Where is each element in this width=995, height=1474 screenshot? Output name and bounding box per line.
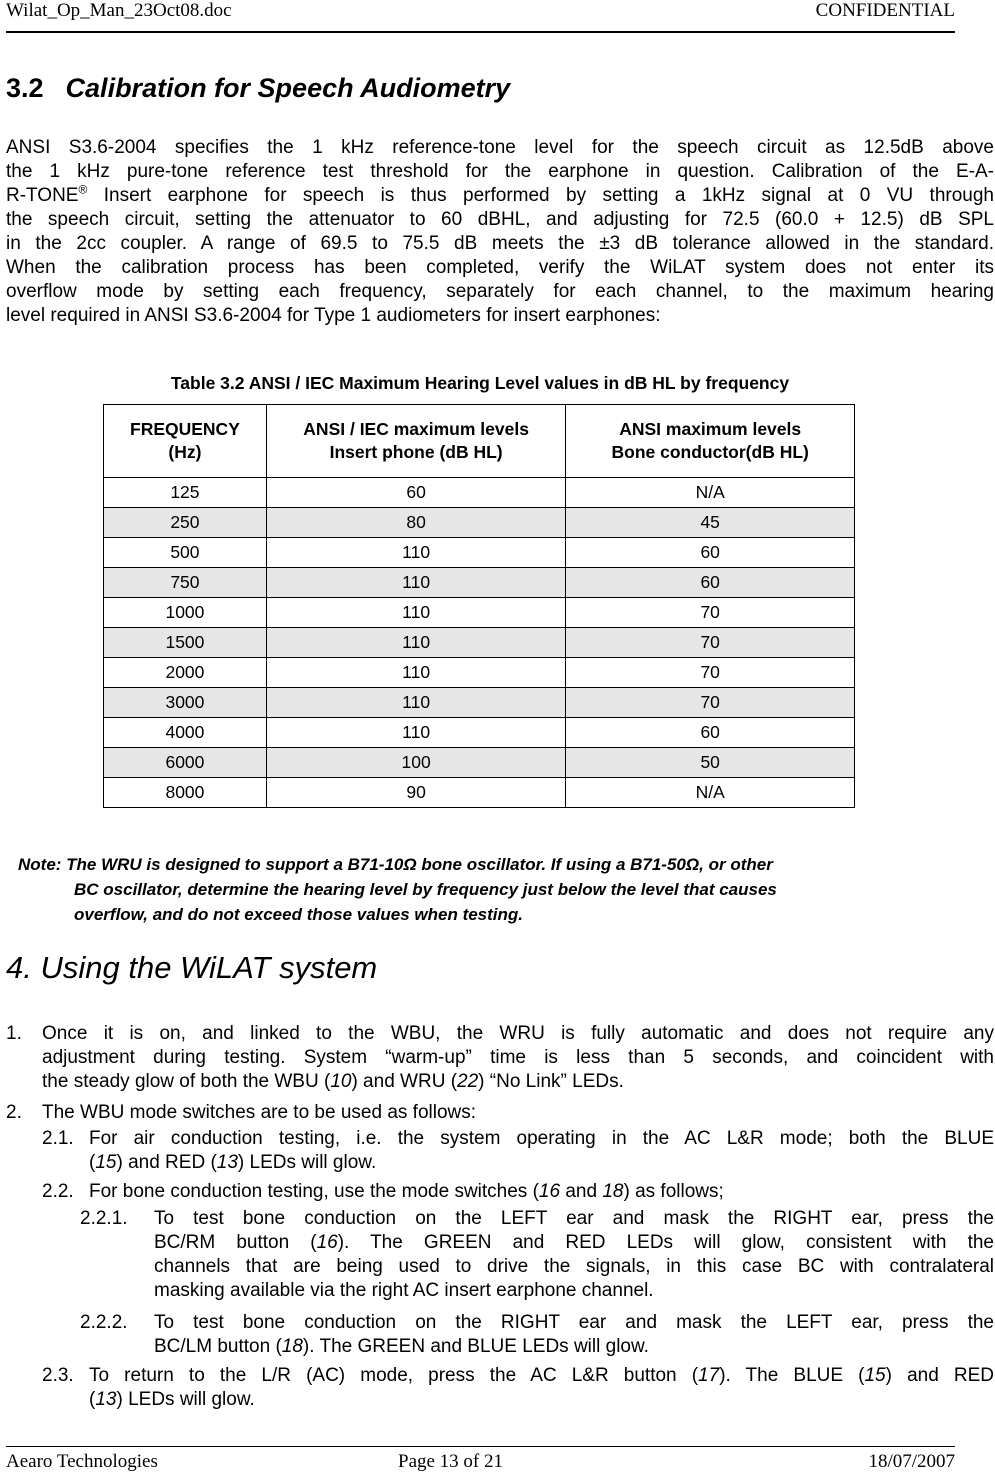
table-cell: 750 xyxy=(104,568,267,598)
table-header-row xyxy=(104,405,855,478)
list-line: (15) and RED (13) LEDs will glow. xyxy=(89,1152,377,1173)
list-number: 2.3. xyxy=(42,1365,74,1386)
list-number: 2.2.2. xyxy=(80,1312,128,1333)
para-line xyxy=(6,184,994,208)
list-line: Once it is on, and linked to the WBU, the WRU is fully automatic and does not require any xyxy=(42,1023,994,1044)
document-name: Wilat_Op_Man_23Oct08.doc xyxy=(6,0,232,21)
table-cell: 3000 xyxy=(104,688,267,718)
table-cell: 125 xyxy=(104,478,267,508)
list-line: adjustment during testing. System “warm-up” time is less than 5 seconds, and coincident with xyxy=(42,1047,994,1068)
list-line: For air conduction testing, i.e. the system operating in the AC L&R mode; both the BLUE xyxy=(89,1128,994,1149)
table-row xyxy=(104,478,855,508)
table-cell: 1500 xyxy=(104,628,267,658)
table-cell: 60 xyxy=(566,718,855,748)
note-block xyxy=(18,852,968,927)
table-cell: N/A xyxy=(566,478,855,508)
table-cell: 110 xyxy=(266,688,566,718)
table-cell: 70 xyxy=(566,628,855,658)
list-item-2-2 xyxy=(42,1180,994,1204)
list-line: BC/LM button (18). The GREEN and BLUE LEDs will glow. xyxy=(154,1336,649,1357)
table-cell: 50 xyxy=(566,748,855,778)
table-cell: 110 xyxy=(266,628,566,658)
document-date: 18/07/2007 xyxy=(868,1451,955,1472)
list-item-2-2-2 xyxy=(80,1311,994,1359)
note-line: BC oscillator, determine the hearing level by frequency just below the level that causes xyxy=(74,880,777,899)
para-line: the speech circuit, setting the attenuator to 60 dBHL, and adjusting for 72.5 (60.0 + 12.5) dB SPL xyxy=(6,209,994,230)
table-row xyxy=(104,718,855,748)
table-cell: 2000 xyxy=(104,658,267,688)
max-hearing-level-table xyxy=(103,404,855,808)
confidential-label: CONFIDENTIAL xyxy=(815,0,955,21)
list-number: 2.1. xyxy=(42,1128,74,1149)
table-cell: 1000 xyxy=(104,598,267,628)
brand-name: R-TONE xyxy=(6,185,79,206)
table-cell: 70 xyxy=(566,688,855,718)
table-cell: 60 xyxy=(566,568,855,598)
list-line: BC/RM button (16). The GREEN and RED LEDs will glow, consistent with the xyxy=(154,1232,994,1253)
table-row xyxy=(104,508,855,538)
para-line: in the 2cc coupler. A range of 69.5 to 75.5 dB meets the ±3 dB tolerance allowed in the standard. xyxy=(6,233,994,254)
table-row xyxy=(104,598,855,628)
table-row xyxy=(104,538,855,568)
table-cell: 60 xyxy=(266,478,566,508)
list-item-2 xyxy=(6,1101,994,1125)
table-cell: 70 xyxy=(566,658,855,688)
table-row xyxy=(104,658,855,688)
registered-mark: ® xyxy=(78,182,88,197)
chapter-heading: 4. Using the WiLAT system xyxy=(6,950,378,985)
table-cell: 500 xyxy=(104,538,267,568)
table-cell: 4000 xyxy=(104,718,267,748)
table-cell: 250 xyxy=(104,508,267,538)
table-cell: 90 xyxy=(266,778,566,808)
table-cell: 100 xyxy=(266,748,566,778)
note-line: Note: The WRU is designed to support a B71-10Ω bone oscillator. If using a B71-50Ω, or other xyxy=(18,855,773,874)
para-line-text: Insert earphone for speech is thus performed by setting a 1kHz signal at 0 VU through xyxy=(103,185,994,206)
para-line: ANSI S3.6-2004 specifies the 1 kHz reference-tone level for the speech circuit as 12.5dB above xyxy=(6,137,994,158)
list-line: For bone conduction testing, use the mode switches (16 and 18) as follows; xyxy=(89,1181,724,1202)
list-line: The WBU mode switches are to be used as follows: xyxy=(42,1102,477,1123)
para-line: When the calibration process has been completed, verify the WiLAT system does not enter its xyxy=(6,257,994,278)
note-line: overflow, and do not exceed those values when testing. xyxy=(74,905,524,924)
list-line: (13) LEDs will glow. xyxy=(89,1389,255,1410)
table-cell: N/A xyxy=(566,778,855,808)
list-line: the steady glow of both the WBU (10) and WRU (22) “No Link” LEDs. xyxy=(42,1071,624,1092)
section-number: 3.2 xyxy=(6,73,44,103)
table-cell: 110 xyxy=(266,538,566,568)
calibration-paragraph xyxy=(6,136,994,328)
list-item-1 xyxy=(6,1022,994,1094)
para-line: overflow mode by setting each frequency, separately for each channel, to the maximum hearing xyxy=(6,281,994,302)
para-line: level required in ANSI S3.6-2004 for Type 1 audiometers for insert earphones: xyxy=(6,305,661,326)
bone-conductor-column-header: ANSI maximum levels Bone conductor(dB HL) xyxy=(566,405,855,478)
table-row xyxy=(104,748,855,778)
list-item-2-1 xyxy=(42,1127,994,1175)
list-item-2-2-1 xyxy=(80,1207,994,1303)
table-row xyxy=(104,778,855,808)
section-title: Calibration for Speech Audiometry xyxy=(65,73,511,103)
table-cell: 110 xyxy=(266,658,566,688)
list-item-2-3 xyxy=(42,1364,994,1412)
table-cell: 8000 xyxy=(104,778,267,808)
list-line: To test bone conduction on the RIGHT ear and mask the LEFT ear, press the xyxy=(154,1312,994,1333)
list-line: channels that are being used to drive the signals, in this case BC with contralateral xyxy=(154,1256,994,1277)
list-number: 2.2. xyxy=(42,1181,74,1202)
table-row xyxy=(104,688,855,718)
list-number: 1. xyxy=(6,1023,22,1044)
para-line: the 1 kHz pure-tone reference test threshold for the earphone in question. Calibration of the E-A- xyxy=(6,161,994,182)
list-number: 2.2.1. xyxy=(80,1208,128,1229)
table-cell: 60 xyxy=(566,538,855,568)
list-line: masking available via the right AC insert earphone channel. xyxy=(154,1280,654,1301)
table-cell: 6000 xyxy=(104,748,267,778)
table-cell: 45 xyxy=(566,508,855,538)
frequency-column-header: FREQUENCY (Hz) xyxy=(104,405,267,478)
insert-phone-column-header: ANSI / IEC maximum levels Insert phone (dB HL) xyxy=(266,405,566,478)
table-cell: 110 xyxy=(266,568,566,598)
list-line: To return to the L/R (AC) mode, press the AC L&R button (17). The BLUE (15) and RED xyxy=(89,1365,994,1386)
list-number: 2. xyxy=(6,1102,22,1123)
page-header xyxy=(6,0,955,33)
table-cell: 110 xyxy=(266,598,566,628)
table-caption: Table 3.2 ANSI / IEC Maximum Hearing Level values in dB HL by frequency xyxy=(170,373,790,393)
table-cell: 110 xyxy=(266,718,566,748)
table-row xyxy=(104,628,855,658)
page-number: Page 13 of 21 xyxy=(398,1451,504,1472)
table-row xyxy=(104,568,855,598)
table-cell: 70 xyxy=(566,598,855,628)
list-line: To test bone conduction on the LEFT ear and mask the RIGHT ear, press the xyxy=(154,1208,994,1229)
table-cell: 80 xyxy=(266,508,566,538)
page-footer xyxy=(6,1446,955,1473)
section-heading xyxy=(6,73,510,104)
company-name: Aearo Technologies xyxy=(6,1451,158,1472)
